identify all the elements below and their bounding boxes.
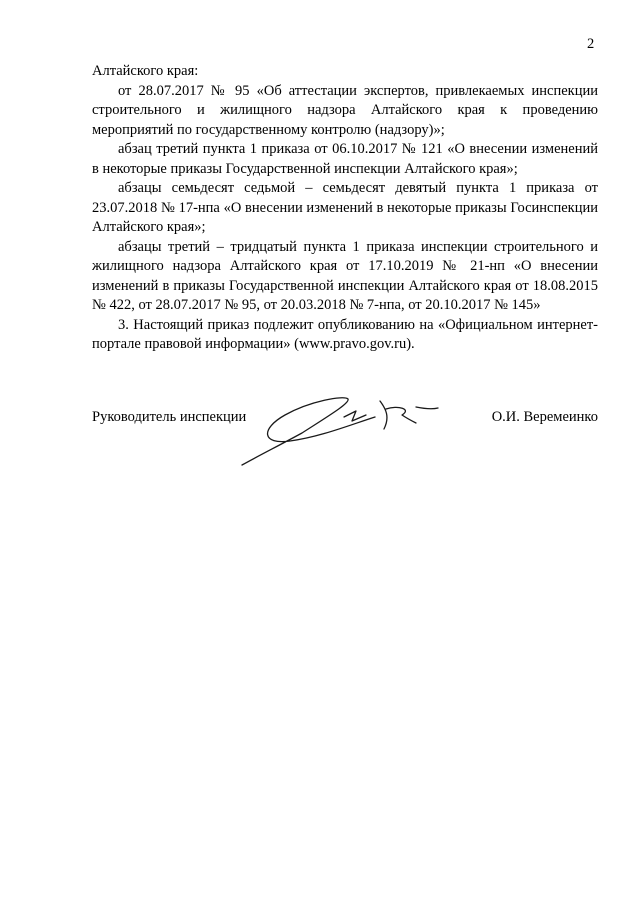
page-number: 2 — [587, 36, 595, 52]
paragraph-order-21-np: абзацы третий – тридцатый пункта 1 приказа инспекции строительного и жилищного надзора Алтайского края от 17.10.2019 № 21-нп «О внесении изменений в приказы Государственной инспекции Алтайского края от 18.08.2015 № 422, от 28.07.2017 № 95, от 20.03.2018 № 7-нпа, от 20.10.2017 № 145» — [92, 238, 598, 313]
paragraph-order-95: от 28.07.2017 № 95 «Об аттестации экспертов, привлекаемых инспекции строительного и жилищного надзора Алтайского края к проведению мероприятий по государственному контролю (надзору)»; — [92, 82, 598, 138]
paragraph-publication-clause: 3. Настоящий приказ подлежит опубликованию на «Официальном интернет-портале правовой информации» (www.pravo.gov.ru). — [92, 316, 598, 352]
paragraph-region-continuation: Алтайского края: — [92, 63, 199, 79]
document-body — [92, 62, 598, 355]
signatory-name: О.И. Веремеинко — [491, 409, 598, 425]
handwritten-signature-icon — [240, 395, 440, 470]
paragraph-order-121: абзац третий пункта 1 приказа от 06.10.2017 № 121 «О внесении изменений в некоторые приказы Государственной инспекции Алтайского края»; — [92, 141, 598, 177]
paragraph-order-17-npa: абзацы семьдесят седьмой – семьдесят девятый пункта 1 приказа от 23.07.2018 № 17-нпа «О внесении изменений в некоторые приказы Госинспекции Алтайского края»; — [92, 180, 598, 235]
signatory-position: Руководитель инспекции — [92, 409, 247, 425]
